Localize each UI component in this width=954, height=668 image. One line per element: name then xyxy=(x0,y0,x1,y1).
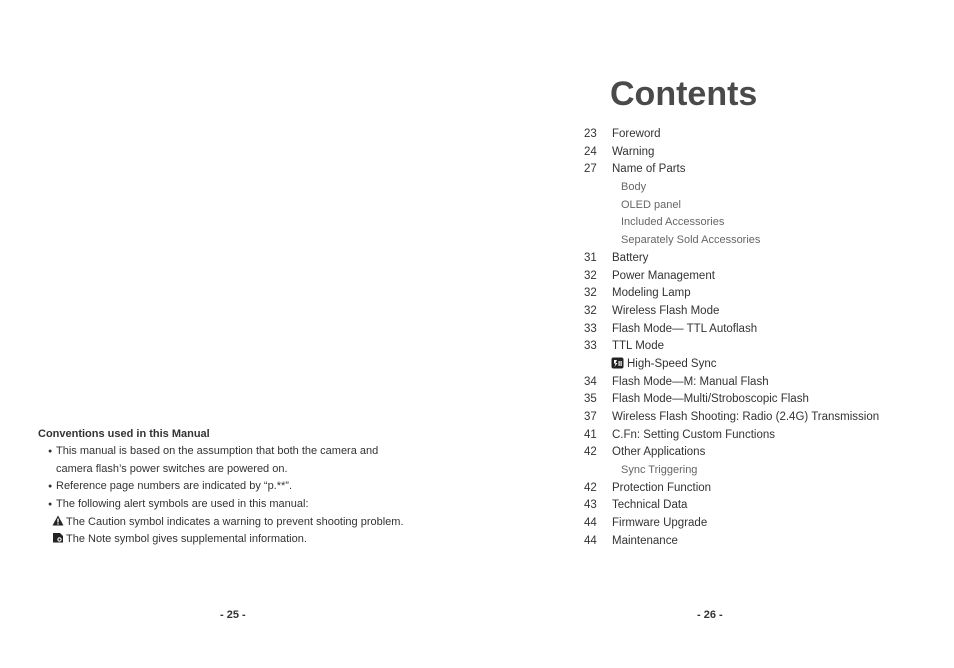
toc-label: Battery xyxy=(612,251,649,264)
toc-item xyxy=(584,515,944,533)
toc-label: Separately Sold Accessories xyxy=(621,234,761,247)
toc-page-number: 32 xyxy=(584,304,597,317)
conventions-bullet xyxy=(38,443,458,461)
toc-item xyxy=(584,126,944,144)
toc-label: Included Accessories xyxy=(621,216,725,229)
toc-item xyxy=(584,161,944,179)
toc-label: Maintenance xyxy=(612,534,678,547)
toc-item xyxy=(584,497,944,515)
toc-label: Flash Mode—M: Manual Flash xyxy=(612,375,769,388)
bullet-text: The following alert symbols are used in this manual: xyxy=(56,498,309,511)
toc-page-number: 33 xyxy=(584,340,597,353)
toc-label: Power Management xyxy=(612,269,715,282)
toc-item xyxy=(584,427,944,445)
toc-item xyxy=(584,321,944,339)
toc-label: Protection Function xyxy=(612,481,712,494)
toc-item xyxy=(584,374,944,392)
toc-label: Name of Parts xyxy=(612,163,686,176)
toc-item xyxy=(584,480,944,498)
toc-item xyxy=(584,533,944,551)
conventions-bullet xyxy=(38,478,458,496)
toc-page-number: 23 xyxy=(584,128,597,140)
toc-item xyxy=(584,444,944,462)
toc-page-number: 34 xyxy=(584,375,597,388)
toc-label: Wireless Flash Mode xyxy=(612,304,720,317)
high-speed-sync-icon xyxy=(611,357,624,369)
toc-label: TTL Mode xyxy=(612,340,664,353)
toc-page-number: 31 xyxy=(584,251,597,264)
toc-item xyxy=(584,250,944,268)
toc-label: Warning xyxy=(612,145,655,158)
toc-label: High-Speed Sync xyxy=(627,357,717,370)
bullet-text: camera flash’s power switches are powered on. xyxy=(56,462,288,475)
toc-item xyxy=(584,303,944,321)
toc-label: Modeling Lamp xyxy=(612,287,691,300)
toc-label: C.Fn: Setting Custom Functions xyxy=(612,428,775,441)
page-number: - 25 - xyxy=(220,609,246,621)
note-text: The Note symbol gives supplemental information. xyxy=(66,533,307,546)
toc-item xyxy=(584,338,944,356)
toc-page-number: 42 xyxy=(584,481,597,494)
toc-page-number: 37 xyxy=(584,411,597,423)
toc-label: Other Applications xyxy=(612,446,706,459)
toc-page-number: 24 xyxy=(584,145,597,158)
toc-label: Firmware Upgrade xyxy=(612,517,708,530)
toc-label: Technical Data xyxy=(612,499,688,512)
toc-page-number: 43 xyxy=(584,499,597,512)
caution-text: The Caution symbol indicates a warning to prevent shooting problem. xyxy=(66,515,404,528)
toc-subitem xyxy=(584,179,944,197)
note-icon xyxy=(52,532,64,543)
conventions-section xyxy=(38,425,458,549)
toc-label: Sync Triggering xyxy=(621,464,698,477)
toc-page-number: 41 xyxy=(584,428,597,441)
right-page xyxy=(477,0,954,668)
conventions-title: Conventions used in this Manual xyxy=(38,428,210,440)
toc-page-number: 33 xyxy=(584,322,597,335)
toc-subitem xyxy=(584,214,944,232)
toc-item xyxy=(584,144,944,162)
toc-label: Body xyxy=(621,181,647,194)
toc-page-number: 35 xyxy=(584,393,597,406)
bullet-icon: ● xyxy=(48,483,53,491)
toc-page-number: 27 xyxy=(584,163,597,176)
toc-label: OLED panel xyxy=(621,198,681,211)
conventions-bullet xyxy=(38,496,458,514)
contents-title: Contents xyxy=(610,75,758,113)
conventions-bullet-continuation xyxy=(38,461,458,479)
toc-page-number: 44 xyxy=(584,517,597,530)
toc-label: Flash Mode— TTL Autoflash xyxy=(612,322,758,335)
toc-subitem-hss xyxy=(584,356,944,374)
toc-subitem xyxy=(584,462,944,480)
toc-page-number: 42 xyxy=(584,446,597,459)
bullet-text: This manual is based on the assumption that both the camera and xyxy=(56,445,379,457)
bullet-text: Reference page numbers are indicated by “p.**”. xyxy=(56,480,293,493)
page-number: - 26 - xyxy=(697,609,723,621)
toc-page-number: 32 xyxy=(584,287,597,300)
note-line xyxy=(38,531,458,549)
toc-item xyxy=(584,391,944,409)
toc-label: Foreword xyxy=(612,128,661,140)
table-of-contents xyxy=(584,126,944,551)
toc-page-number: 32 xyxy=(584,269,597,282)
toc-item xyxy=(584,285,944,303)
toc-label: Wireless Flash Shooting: Radio (2.4G) Transmission xyxy=(612,411,880,423)
toc-item xyxy=(584,409,944,427)
toc-item xyxy=(584,268,944,286)
caution-icon xyxy=(52,515,64,526)
bullet-icon: ● xyxy=(48,448,53,455)
toc-label: Flash Mode—Multi/Stroboscopic Flash xyxy=(612,393,809,406)
caution-line xyxy=(38,514,458,532)
toc-subitem xyxy=(584,197,944,215)
toc-page-number: 44 xyxy=(584,534,597,547)
toc-subitem xyxy=(584,232,944,250)
bullet-icon: ● xyxy=(48,501,53,509)
